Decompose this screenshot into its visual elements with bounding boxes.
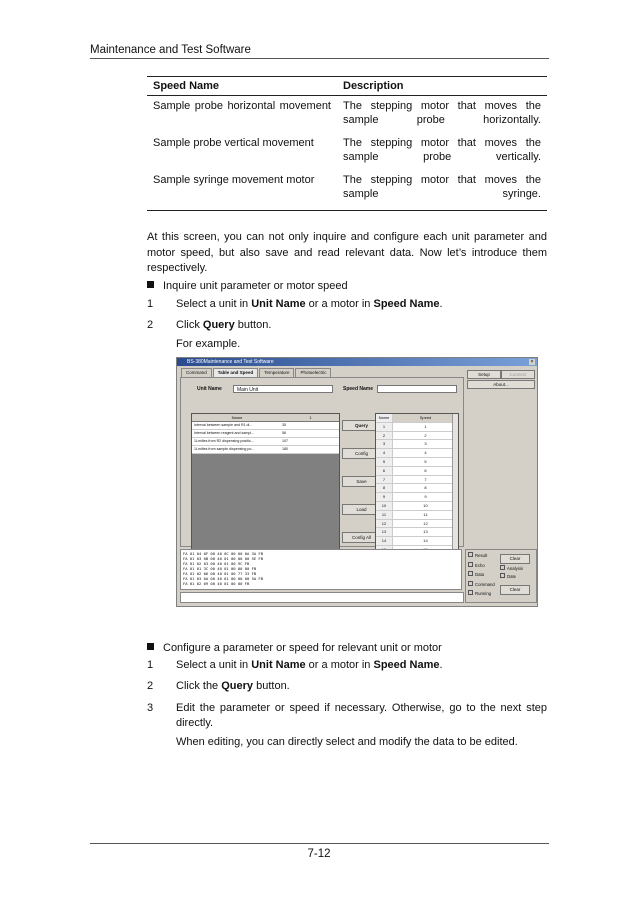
table-row[interactable] xyxy=(192,438,339,446)
bold-term: Query xyxy=(221,680,254,692)
checkbox-icon xyxy=(468,562,473,567)
cell: 9 xyxy=(376,493,393,501)
software-window-screenshot xyxy=(176,357,538,607)
note-text: When editing, you can directly select and modify the data to be edited. xyxy=(176,736,518,748)
column-header: Name xyxy=(231,415,243,420)
running-header: Maintenance and Test Software xyxy=(90,44,251,56)
bold-term: Speed Name xyxy=(373,298,440,310)
table-row xyxy=(147,96,547,134)
table-row[interactable] xyxy=(376,484,458,493)
query-button[interactable]: Query xyxy=(342,420,381,431)
table-cell: The stepping motor that moves the sample syringe. xyxy=(337,170,547,211)
save-button[interactable]: Save xyxy=(342,476,381,487)
cell: Interval between sample and R1 di... xyxy=(194,423,253,427)
bullet-text: Inquire unit parameter or motor speed xyxy=(163,280,348,292)
cell: 7 xyxy=(424,476,427,482)
step-text: Edit the parameter or speed if necessary. Otherwise, go to the next step directly. xyxy=(176,702,547,729)
table-row[interactable] xyxy=(376,440,458,449)
log-option-checkbox[interactable] xyxy=(500,573,516,579)
bold-term: Speed Name xyxy=(373,659,440,671)
setup-button[interactable]: Setup xyxy=(467,370,501,379)
table-cell: Sample probe horizontal movement xyxy=(153,100,331,112)
cell: 4 xyxy=(376,449,393,457)
checkbox-icon xyxy=(468,581,473,586)
log-line: FA 01 02 06 00 40 01 00 77 33 FB xyxy=(183,571,257,576)
cell: 1Lmiltes from R2 dispensing positio... xyxy=(194,439,254,443)
cell: 5 xyxy=(376,458,393,466)
log-option-checkbox[interactable] xyxy=(500,565,523,571)
checkbox-label: Date xyxy=(507,574,517,579)
table-header: Description xyxy=(337,77,547,96)
step-item xyxy=(147,658,547,673)
step-number: 2 xyxy=(147,680,154,692)
speed-description-table xyxy=(147,76,547,211)
grid-header xyxy=(376,414,458,423)
close-icon[interactable]: × xyxy=(530,359,534,365)
log-option-checkbox[interactable] xyxy=(468,581,495,587)
table-speed-panel xyxy=(180,377,464,547)
step-item xyxy=(147,297,547,312)
checkbox-label: Echo xyxy=(475,562,485,568)
example-label: For example. xyxy=(176,338,241,350)
cell: 1Lmiltes from sample dispensing po... xyxy=(194,447,255,451)
column-header: Speed xyxy=(419,415,432,420)
about-button[interactable]: About... xyxy=(467,380,535,389)
step-text: Select a unit in xyxy=(176,659,252,671)
checkbox-label: Data xyxy=(475,572,485,577)
clear-button[interactable]: Clear xyxy=(500,554,530,564)
window-titlebar xyxy=(177,358,537,366)
checkbox-label: Result xyxy=(475,553,488,558)
grid-header xyxy=(192,414,339,422)
checkbox-icon xyxy=(468,552,473,557)
cell: 12 xyxy=(376,520,393,528)
config-all-button[interactable]: Config All xyxy=(342,532,381,543)
bold-term: Unit Name xyxy=(251,659,306,671)
bullet-text: Configure a parameter or speed for relevant unit or motor xyxy=(163,642,442,654)
cell: 10 xyxy=(376,502,393,510)
log-option-checkbox[interactable] xyxy=(468,552,487,558)
cell: 4 xyxy=(424,450,427,456)
step-text: button. xyxy=(234,319,272,331)
cell: 7 xyxy=(376,476,393,484)
checkbox-icon xyxy=(500,573,505,578)
square-bullet-icon xyxy=(147,643,154,650)
checkbox-label: Analysis xyxy=(507,566,524,571)
step-text: Click the xyxy=(176,680,222,692)
config-button[interactable]: Config xyxy=(342,448,381,459)
step-text: or a motor in xyxy=(305,298,374,310)
cell: 6 xyxy=(376,467,393,475)
load-button[interactable]: Load xyxy=(342,504,381,515)
table-cell: The stepping motor that moves the sample probe horizontally. xyxy=(343,100,541,126)
table-row xyxy=(147,170,547,211)
cell: 10 xyxy=(423,502,428,508)
table-header-row xyxy=(147,77,547,96)
step-number: 1 xyxy=(147,659,154,671)
log-line: FA 01 04 0F 00 40 0C 00 00 0A 3A FB xyxy=(183,551,264,556)
header-rule xyxy=(90,58,549,59)
table-row[interactable] xyxy=(192,446,339,454)
bold-term: Unit Name xyxy=(251,298,306,310)
table-row[interactable] xyxy=(376,432,458,441)
unit-name-select[interactable]: Main Unit xyxy=(233,385,333,393)
cell: 3 xyxy=(376,440,393,448)
connect-button[interactable]: Connect xyxy=(501,370,535,379)
column-header: 1 xyxy=(309,415,312,420)
checkbox-icon xyxy=(468,571,473,576)
cell: 3 xyxy=(424,441,427,447)
log-line: FA 01 03 0B 00 40 01 00 00 00 5E FB xyxy=(183,556,264,561)
cell: 2 xyxy=(376,432,393,440)
cell: 11 xyxy=(423,511,428,517)
bold-term: Query xyxy=(202,319,235,331)
scrollbar[interactable] xyxy=(452,414,458,559)
command-log[interactable] xyxy=(180,549,462,590)
speed-grid[interactable] xyxy=(375,413,459,560)
cell: Interval between reagent and sampl... xyxy=(194,431,255,435)
column-header: Name xyxy=(376,414,393,422)
tab-strip xyxy=(181,368,332,377)
table-row[interactable] xyxy=(376,528,458,537)
cell: 2 xyxy=(424,432,427,438)
cell: 35 xyxy=(282,423,286,427)
table-row[interactable] xyxy=(376,520,458,529)
log-option-checkbox[interactable] xyxy=(468,590,491,596)
speed-rows xyxy=(376,423,458,560)
log-line: FA 01 01 3C 00 40 01 00 00 00 FB xyxy=(183,566,257,571)
bullet-item xyxy=(147,280,348,292)
step-text: or a motor in xyxy=(305,659,374,671)
table-row[interactable] xyxy=(376,476,458,485)
step-item xyxy=(147,701,547,731)
table-cell: The stepping motor that moves the sample probe vertically. xyxy=(343,137,541,163)
cell: 8 xyxy=(376,484,393,492)
cell: 1 xyxy=(424,423,427,429)
bullet-item xyxy=(147,642,442,654)
step-number: 1 xyxy=(147,298,154,310)
table-row[interactable] xyxy=(376,537,458,546)
unit-name-label: Unit Name xyxy=(197,386,222,392)
step-text: . xyxy=(439,298,443,310)
step-item xyxy=(147,679,547,694)
step-text: Click xyxy=(176,319,203,331)
page-number: 7-12 xyxy=(307,848,331,860)
tab-table-and-speed[interactable]: Table and Speed xyxy=(213,368,258,377)
step-text: . xyxy=(439,659,443,671)
cell: 12 xyxy=(423,520,428,526)
table-row[interactable] xyxy=(376,449,458,458)
step-text: Select a unit in xyxy=(176,298,252,310)
table-row xyxy=(147,133,547,170)
step-number: 2 xyxy=(147,319,154,331)
tab-command[interactable]: Command xyxy=(181,368,212,377)
cell: 6 xyxy=(424,467,427,473)
tab-temperature[interactable]: Temperature xyxy=(259,368,294,377)
cell: 56 xyxy=(282,431,286,435)
table-row[interactable] xyxy=(192,430,339,438)
parameter-grid[interactable] xyxy=(191,413,340,560)
log-line: FA 01 02 09 00 40 01 00 00 FB xyxy=(183,581,250,586)
table-header: Speed Name xyxy=(147,77,337,96)
log-line: FA 01 03 0A 00 40 01 00 00 00 5A FB xyxy=(183,576,264,581)
cell: 180 xyxy=(282,447,288,451)
checkbox-icon xyxy=(468,590,473,595)
cell: 8 xyxy=(424,485,427,491)
table-row[interactable] xyxy=(376,493,458,502)
step-number: 3 xyxy=(147,702,154,714)
step-item xyxy=(147,318,547,333)
cell: 9 xyxy=(424,494,427,500)
cell: 5 xyxy=(424,458,427,464)
speed-name-label: Speed Name xyxy=(343,386,374,392)
checkbox-icon xyxy=(500,565,505,570)
table-row[interactable] xyxy=(376,423,458,432)
window-title: BS-380Maintenance and Test Software xyxy=(187,359,274,365)
log-option-checkbox[interactable] xyxy=(468,562,485,568)
step-text: button. xyxy=(253,680,290,692)
table-row[interactable] xyxy=(192,422,339,430)
log-line: FA 01 02 03 00 40 01 00 9C FB xyxy=(183,561,250,566)
cell: 14 xyxy=(423,538,428,544)
table-row[interactable] xyxy=(376,511,458,520)
speed-name-select[interactable] xyxy=(377,385,457,393)
table-cell: Sample syringe movement motor xyxy=(147,170,337,211)
checkbox-label: Running xyxy=(475,591,492,596)
cell: 14 xyxy=(376,537,393,545)
tab-photoelectric[interactable]: Photoelectric xyxy=(295,368,331,377)
command-input[interactable] xyxy=(180,592,464,603)
table-cell: Sample probe vertical movement xyxy=(153,137,314,149)
cell: 13 xyxy=(376,528,393,536)
table-row[interactable] xyxy=(376,458,458,467)
table-row[interactable] xyxy=(376,502,458,511)
footer-rule xyxy=(90,843,549,844)
clear-button[interactable]: Clear xyxy=(500,585,530,595)
intro-paragraph: At this screen, you can not only inquire and configure each unit parameter and motor speed, but also save and read relevant data. Now let’s introduce them respectively. xyxy=(147,231,547,274)
cell: 11 xyxy=(376,511,393,519)
table-row[interactable] xyxy=(376,467,458,476)
cell: 107 xyxy=(282,439,288,443)
log-option-checkbox[interactable] xyxy=(468,571,484,577)
square-bullet-icon xyxy=(147,281,154,288)
cell: 13 xyxy=(423,529,428,535)
cell: 1 xyxy=(376,423,393,431)
checkbox-label: Command xyxy=(475,581,495,587)
